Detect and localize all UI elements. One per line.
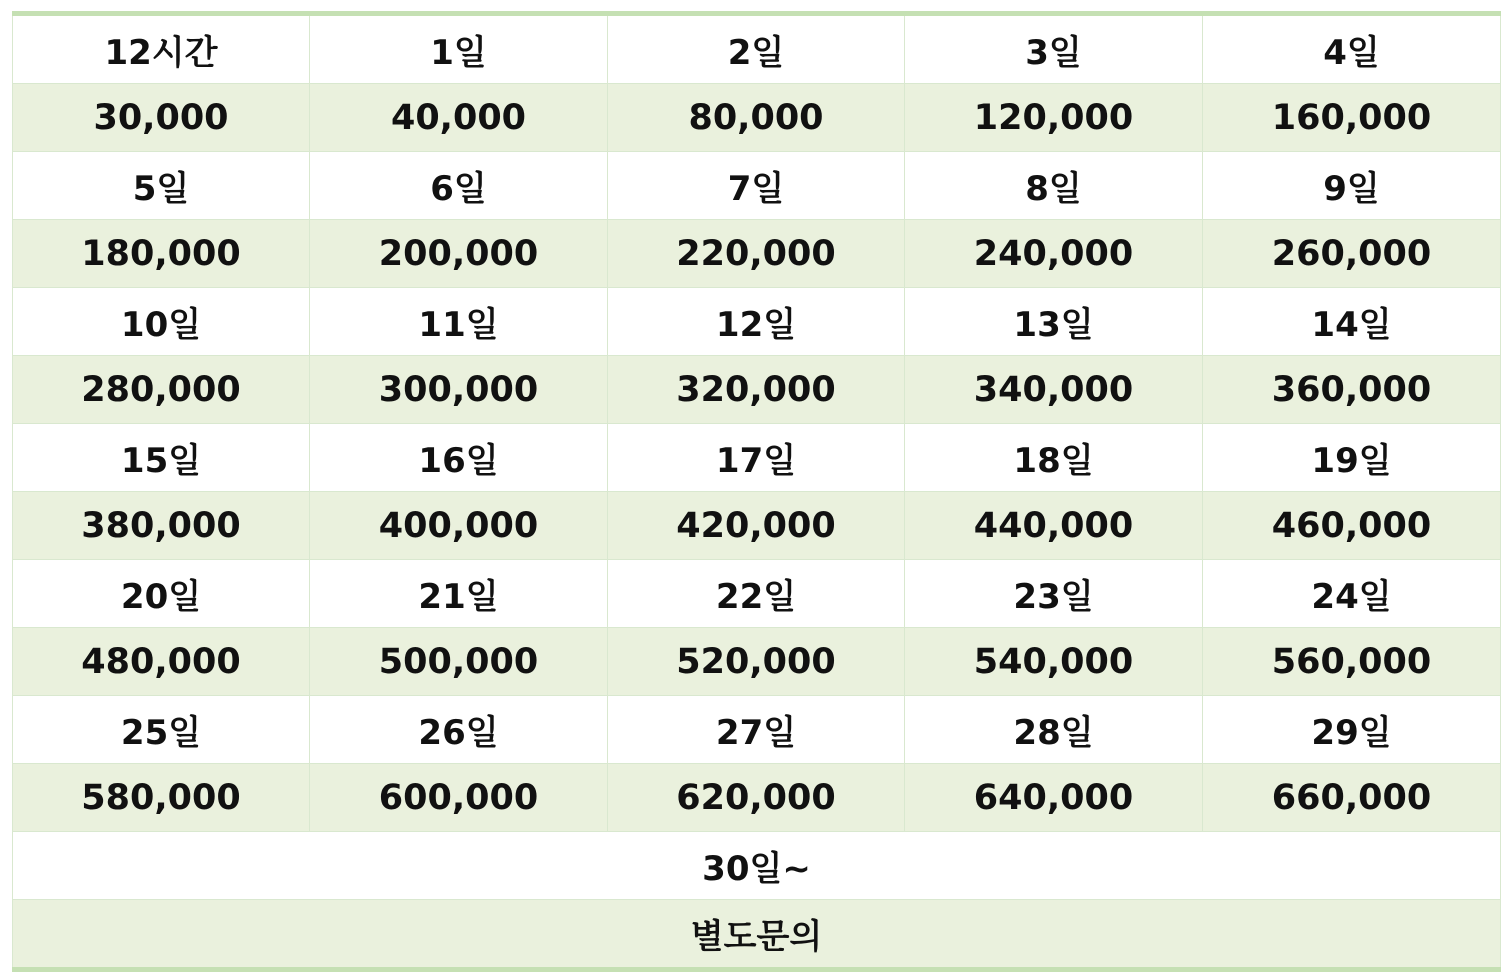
price-cell: 520,000 <box>608 628 905 696</box>
price-cell: 120,000 <box>905 84 1203 152</box>
duration-cell: 16일 <box>310 424 608 492</box>
price-cell: 380,000 <box>13 492 310 560</box>
duration-row <box>13 14 1501 84</box>
price-cell: 160,000 <box>1203 84 1501 152</box>
price-cell: 220,000 <box>608 220 905 288</box>
duration-cell: 6일 <box>310 152 608 220</box>
price-cell: 420,000 <box>608 492 905 560</box>
duration-row <box>13 696 1501 764</box>
price-cell: 440,000 <box>905 492 1203 560</box>
duration-cell: 19일 <box>1203 424 1501 492</box>
rental-price-table <box>12 11 1501 972</box>
price-cell: 240,000 <box>905 220 1203 288</box>
duration-cell: 12일 <box>608 288 905 356</box>
price-row <box>13 492 1501 560</box>
duration-cell: 9일 <box>1203 152 1501 220</box>
price-row <box>13 628 1501 696</box>
duration-cell: 20일 <box>13 560 310 628</box>
duration-cell: 4일 <box>1203 14 1501 84</box>
price-cell: 300,000 <box>310 356 608 424</box>
duration-cell: 25일 <box>13 696 310 764</box>
duration-row <box>13 560 1501 628</box>
price-cell: 340,000 <box>905 356 1203 424</box>
duration-row <box>13 424 1501 492</box>
price-cell-inquiry: 별도문의 <box>13 900 1501 970</box>
price-cell: 260,000 <box>1203 220 1501 288</box>
footer-price-row <box>13 900 1501 970</box>
price-cell: 280,000 <box>13 356 310 424</box>
duration-cell: 12시간 <box>13 14 310 84</box>
price-cell: 460,000 <box>1203 492 1501 560</box>
duration-cell: 21일 <box>310 560 608 628</box>
duration-cell: 17일 <box>608 424 905 492</box>
price-cell: 620,000 <box>608 764 905 832</box>
footer-duration-row <box>13 832 1501 900</box>
duration-cell: 10일 <box>13 288 310 356</box>
duration-row <box>13 288 1501 356</box>
price-cell: 660,000 <box>1203 764 1501 832</box>
price-cell: 500,000 <box>310 628 608 696</box>
duration-cell: 29일 <box>1203 696 1501 764</box>
price-cell: 540,000 <box>905 628 1203 696</box>
duration-cell: 28일 <box>905 696 1203 764</box>
duration-cell: 11일 <box>310 288 608 356</box>
duration-cell: 22일 <box>608 560 905 628</box>
duration-cell: 3일 <box>905 14 1203 84</box>
duration-cell: 5일 <box>13 152 310 220</box>
duration-cell: 23일 <box>905 560 1203 628</box>
duration-cell: 1일 <box>310 14 608 84</box>
duration-cell-30-plus: 30일~ <box>13 832 1501 900</box>
price-cell: 480,000 <box>13 628 310 696</box>
duration-row <box>13 152 1501 220</box>
price-row <box>13 764 1501 832</box>
price-cell: 600,000 <box>310 764 608 832</box>
duration-cell: 7일 <box>608 152 905 220</box>
price-table-body <box>13 14 1501 970</box>
price-row <box>13 356 1501 424</box>
price-cell: 560,000 <box>1203 628 1501 696</box>
duration-cell: 27일 <box>608 696 905 764</box>
price-cell: 180,000 <box>13 220 310 288</box>
duration-cell: 8일 <box>905 152 1203 220</box>
price-row <box>13 84 1501 152</box>
price-cell: 580,000 <box>13 764 310 832</box>
price-cell: 640,000 <box>905 764 1203 832</box>
duration-cell: 24일 <box>1203 560 1501 628</box>
price-row <box>13 220 1501 288</box>
duration-cell: 15일 <box>13 424 310 492</box>
price-cell: 80,000 <box>608 84 905 152</box>
price-cell: 320,000 <box>608 356 905 424</box>
duration-cell: 14일 <box>1203 288 1501 356</box>
price-cell: 40,000 <box>310 84 608 152</box>
duration-cell: 13일 <box>905 288 1203 356</box>
price-cell: 400,000 <box>310 492 608 560</box>
duration-cell: 18일 <box>905 424 1203 492</box>
duration-cell: 2일 <box>608 14 905 84</box>
price-cell: 360,000 <box>1203 356 1501 424</box>
price-cell: 200,000 <box>310 220 608 288</box>
duration-cell: 26일 <box>310 696 608 764</box>
price-cell: 30,000 <box>13 84 310 152</box>
